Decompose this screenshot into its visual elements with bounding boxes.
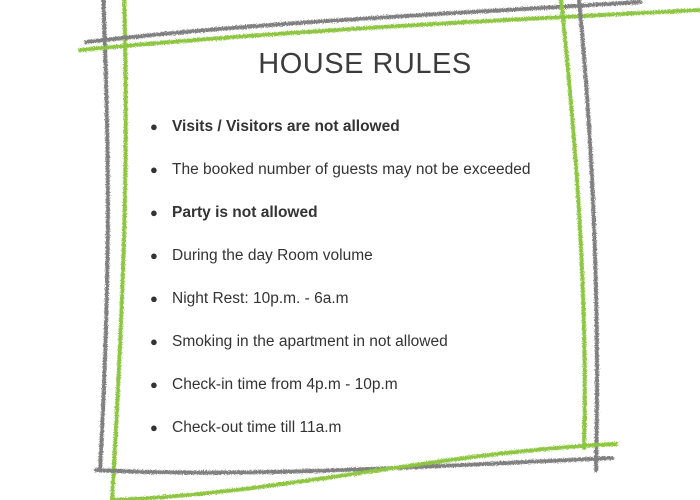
rule-text: The booked number of guests may not be exceeded [172, 161, 531, 178]
rule-text: Check-in time from 4p.m - 10p.m [172, 376, 398, 393]
rule-text: Party is not allowed [172, 204, 318, 221]
page-title: HOUSE RULES [258, 48, 472, 80]
rule-text: During the day Room volume [172, 247, 373, 264]
rule-text: Visits / Visitors are not allowed [172, 118, 400, 135]
list-item [148, 327, 648, 356]
list-item [148, 284, 648, 313]
rule-text: Night Rest: 10p.m. - 6a.m [172, 290, 349, 307]
bullet-icon: ● [150, 334, 158, 349]
bullet-icon: ● [150, 119, 158, 134]
list-item [148, 198, 648, 227]
house-rules-list [148, 112, 648, 456]
bullet-icon: ● [150, 420, 158, 435]
list-item [148, 370, 648, 399]
list-item [148, 155, 648, 184]
bullet-icon: ● [150, 162, 158, 177]
bullet-icon: ● [150, 377, 158, 392]
bullet-icon: ● [150, 291, 158, 306]
rule-text: Check-out time till 11a.m [172, 419, 342, 436]
list-item [148, 413, 648, 442]
bullet-icon: ● [150, 205, 158, 220]
bullet-icon: ● [150, 248, 158, 263]
rule-text: Smoking in the apartment in not allowed [172, 333, 448, 350]
list-item [148, 112, 648, 141]
list-item [148, 241, 648, 270]
